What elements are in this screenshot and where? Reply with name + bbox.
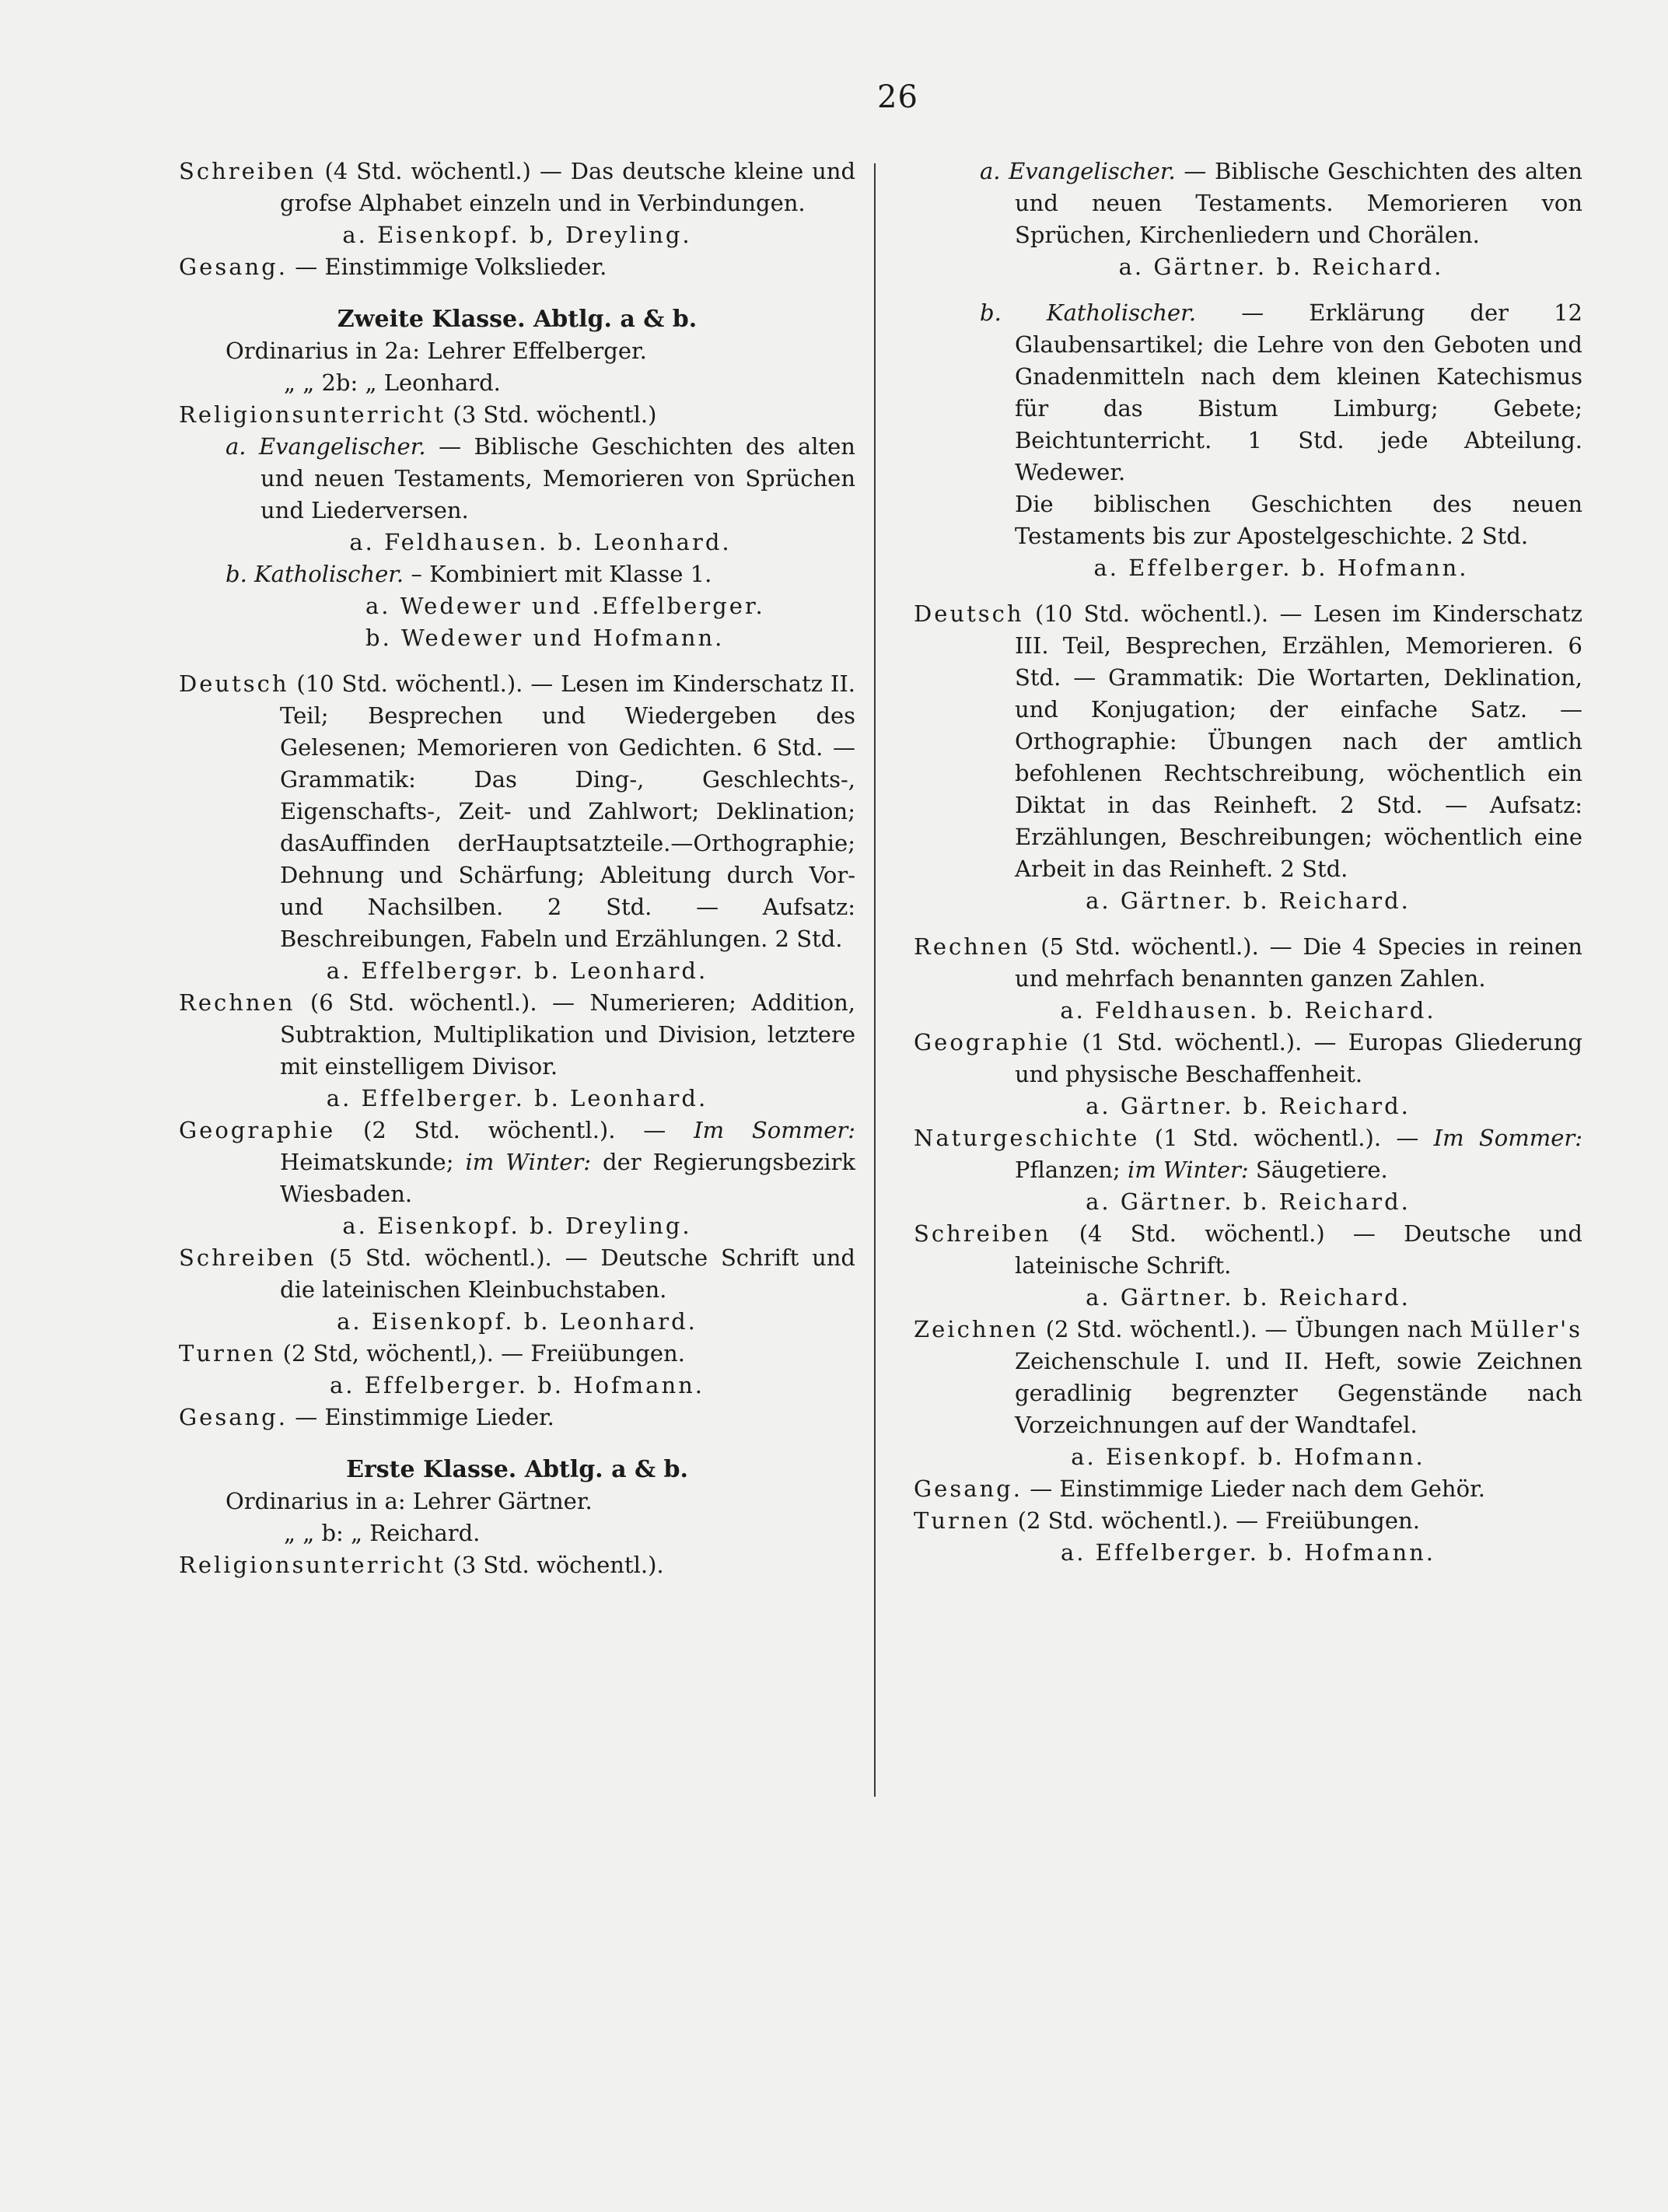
teachers-line: a. Effelbergɘr. b. Leonhard. xyxy=(326,957,708,984)
left-column xyxy=(179,156,855,1581)
column-divider xyxy=(874,163,876,1797)
entry-text: (2 Std. wöchentl.). — Übungen nach xyxy=(1045,1316,1463,1342)
teachers-line: a. Gärtner. b. Reichard. xyxy=(1118,254,1444,280)
kath-extra-text: Die biblischen Geschichten des neuen Testaments bis zur Apostelgeschichte. 2 Std. xyxy=(1015,491,1582,549)
teachers-line: a. Wedewer und .Effelberger. xyxy=(365,593,765,619)
hours: (4 Std. wöchentl.) xyxy=(324,158,531,184)
entry-text: (6 Std. wöchentl.). — Numerieren; Addition, Subtraktion, Multiplikation und Division, letztere mit einstelligem Divisor. xyxy=(280,989,856,1080)
ordinarius-1a: Ordinarius in a: Lehrer Gärtner. xyxy=(226,1488,593,1514)
entry-text: Heimatskunde; xyxy=(280,1149,454,1175)
entry-text: — Biblische Geschichten des alten und neuen Testaments. Memorieren von Sprüchen, Kirchenliedern und Chorälen. xyxy=(1015,158,1582,248)
kath-label: b. Katholischer. xyxy=(226,561,404,587)
subject-label: Geographie xyxy=(179,1117,336,1143)
season-label: Im Sommer: xyxy=(694,1117,856,1143)
teachers-line: a. Gärtner. b. Reichard. xyxy=(1086,1284,1411,1311)
religion-erste-entry xyxy=(179,1549,855,1581)
right-column xyxy=(914,156,1582,1569)
entry-text: – Kombiniert mit Klasse 1. xyxy=(411,561,712,587)
teachers-line: a. Feldhausen. b. Reichard. xyxy=(1060,997,1436,1024)
author-name: Müller's xyxy=(1470,1316,1583,1342)
entry-text: Pflanzen; xyxy=(1015,1157,1121,1183)
entry-text: Zeichenschule I. und II. Heft, sowie Zeichnen geradlinig begrenzter Gegenstände nach Vorzeichnungen auf der Wandtafel. xyxy=(1015,1348,1582,1438)
deutsch-entry xyxy=(914,598,1582,885)
subject-label: Gesang. xyxy=(179,1404,288,1430)
season-label: im Winter: xyxy=(465,1149,591,1175)
turnen-entry xyxy=(914,1505,1582,1537)
subject-label: Naturgeschichte xyxy=(914,1125,1140,1151)
entry-text: (5 Std. wöchentl.). — Die 4 Species in reinen und mehrfach benannten ganzen Zahlen. xyxy=(1015,933,1582,992)
entry-text: — Einstimmige Lieder nach dem Gehör. xyxy=(1030,1475,1485,1502)
section-heading-zweite-klasse: Zweite Klasse. Abtlg. a & b. xyxy=(337,306,698,333)
teachers-line: a. Effelberger. b. Hofmann. xyxy=(1060,1539,1436,1566)
evang-label: a. Evangelischer. xyxy=(980,158,1176,184)
geographie-entry xyxy=(179,1115,855,1210)
kath-entry xyxy=(980,297,1582,488)
subject-label: Gesang. xyxy=(179,254,288,280)
kath-entry xyxy=(226,558,855,590)
geographie-entry xyxy=(914,1027,1582,1090)
entry-text: — Erklärung der 12 Glaubensartikel; die Lehre von den Geboten und Gnadenmitteln nach dem kleinen Katechismus für das Bistum Limburg; Gebete; Beichtunterricht. 1 Std. jede Abteilung. Wedewer. xyxy=(1015,299,1582,485)
entry-text: Säugetiere. xyxy=(1255,1157,1388,1183)
entry-text: (10 Std. wöchentl.). — Lesen im Kinderschatz II. Teil; Besprechen und Wiedergeben des Gelesenen; Memorieren von Gedichten. 6 Std. — Grammatik: Das Ding-, Geschlechts-, Eigenschafts-, Zeit- und Zahlwort; Deklination; dasAuffinden derHauptsatzteile.—Orthographie; Dehnung und Schärfung; Ableitung durch Vor- und Nachsilben. 2 Std. — Aufsatz: Beschreibungen, Fabeln und Erzählungen. 2 Std. xyxy=(280,670,856,952)
teachers-line: a. Effelberger. b. Leonhard. xyxy=(326,1085,708,1111)
subject-label: Zeichnen xyxy=(914,1316,1039,1342)
gesang-entry xyxy=(914,1473,1582,1505)
entry-text: (1 Std. wöchentl.). — xyxy=(1154,1125,1419,1151)
kath-label: b. Katholischer. xyxy=(980,299,1197,326)
religion-evang xyxy=(179,431,855,654)
subject-label: Turnen xyxy=(914,1507,1011,1534)
rechnen-entry xyxy=(179,987,855,1083)
teachers-line: a. Eisenkopf. b. Dreyling. xyxy=(342,1213,692,1239)
teachers-line: a. Feldhausen. b. Leonhard. xyxy=(349,529,732,555)
teachers-line: a. Eisenkopf. b. Hofmann. xyxy=(1071,1444,1425,1470)
season-label: Im Sommer: xyxy=(1433,1125,1583,1151)
hours: (3 Std. wöchentl.). xyxy=(453,1552,664,1578)
teachers-line: a. Effelberger. b. Hofmann. xyxy=(329,1372,705,1398)
subject-label: Schreiben xyxy=(914,1220,1051,1247)
entry-text: — Einstimmige Lieder. xyxy=(295,1404,554,1430)
naturgeschichte-entry xyxy=(914,1122,1582,1186)
entry-text: der Regierungsbezirk Wiesbaden. xyxy=(280,1149,855,1207)
entry-text: (2 Std, wöchentl,). — Freiübungen. xyxy=(282,1340,685,1367)
teachers-line: a. Gärtner. b. Reichard. xyxy=(1086,1093,1411,1119)
subject-label: Religionsunterricht xyxy=(179,1552,446,1578)
evang-entry xyxy=(980,156,1582,251)
entry-text: (2 Std. wöchentl.). — Freiübungen. xyxy=(1017,1507,1420,1534)
teachers-line: a. Effelberger. b. Hofmann. xyxy=(1093,555,1469,581)
entry-text: (10 Std. wöchentl.). — Lesen im Kinderschatz III. Teil, Besprechen, Erzählen, Memorieren. 6 Std. — Grammatik: Die Wortarten, Deklination, und Konjugation; der einfache Satz. — Orthographie: Übungen nach der amtlich befohlenen Rechtschreibung, wöchentlich ein Diktat in das Reinheft. 2 Std. — Aufsatz: Erzählungen, Beschreibungen; wöchentlich eine Arbeit in das Reinheft. 2 Std. xyxy=(1015,600,1582,882)
entry-text: — Biblische Geschichten des alten und neuen Testaments, Memorieren von Sprüchen und Liederversen. xyxy=(261,433,855,523)
section-heading-erste-klasse: Erste Klasse. Abtlg. a & b. xyxy=(346,1456,688,1483)
teachers-line: a. Gärtner. b. Reichard. xyxy=(1086,1188,1411,1215)
ordinarius-1b: „ „ b: „ Reichard. xyxy=(284,1520,481,1546)
entry-text: — Einstimmige Volkslieder. xyxy=(295,254,607,280)
season-label: im Winter: xyxy=(1127,1157,1249,1183)
subject-label: Schreiben xyxy=(179,1244,316,1271)
religion-entry xyxy=(179,399,855,431)
teachers-line: a. Gärtner. b. Reichard. xyxy=(1086,887,1411,914)
gesang-entry xyxy=(179,1402,855,1433)
page-number: 26 xyxy=(877,79,918,115)
ordinarius-2b: „ „ 2b: „ Leonhard. xyxy=(284,369,501,396)
entry-text: (1 Std. wöchentl.). — Europas Gliederung und physische Beschaffenheit. xyxy=(1015,1029,1582,1087)
subject-label: Deutsch xyxy=(179,670,289,697)
teachers-line: b. Wedewer und Hofmann. xyxy=(365,625,725,651)
deutsch-entry xyxy=(179,668,855,955)
turnen-entry xyxy=(179,1338,855,1370)
subject-label: Gesang. xyxy=(914,1475,1023,1502)
schreiben-intro-entry xyxy=(179,156,855,219)
subject-label: Rechnen xyxy=(179,989,295,1016)
religion-evang-erste xyxy=(914,156,1582,584)
zeichnen-entry xyxy=(914,1314,1582,1441)
subject-label: Schreiben xyxy=(179,158,316,184)
entry-text: (5 Std. wöchentl.). — Deutsche Schrift und die lateinischen Kleinbuchstaben. xyxy=(280,1244,855,1303)
hours: (3 Std. wöchentl.) xyxy=(453,401,657,428)
ordinarius-2a: Ordinarius in 2a: Lehrer Effelberger. xyxy=(226,338,647,364)
subject-label: Religionsunterricht xyxy=(179,401,446,428)
gesang-intro-entry xyxy=(179,251,855,283)
rechnen-entry xyxy=(914,931,1582,995)
schreiben-entry xyxy=(179,1242,855,1306)
subject-label: Geographie xyxy=(914,1029,1071,1055)
teachers-line: a. Eisenkopf. b. Leonhard. xyxy=(337,1308,698,1335)
entry-text: (4 Std. wöchentl.) — Deutsche und lateinische Schrift. xyxy=(1015,1220,1582,1279)
subject-label: Turnen xyxy=(179,1340,276,1367)
evang-label: a. Evangelischer. xyxy=(226,433,426,460)
entry-text: — Das deutsche kleine und grofse Alphabet einzeln und in Verbindungen. xyxy=(280,158,856,216)
subject-label: Deutsch xyxy=(914,600,1024,627)
entry-text: (2 Std. wöchentl.). — xyxy=(363,1117,666,1143)
evang-entry xyxy=(226,431,855,527)
schreiben-entry xyxy=(914,1218,1582,1282)
teachers-line: a. Eisenkopf. b, Dreyling. xyxy=(342,222,692,248)
subject-label: Rechnen xyxy=(914,933,1030,960)
